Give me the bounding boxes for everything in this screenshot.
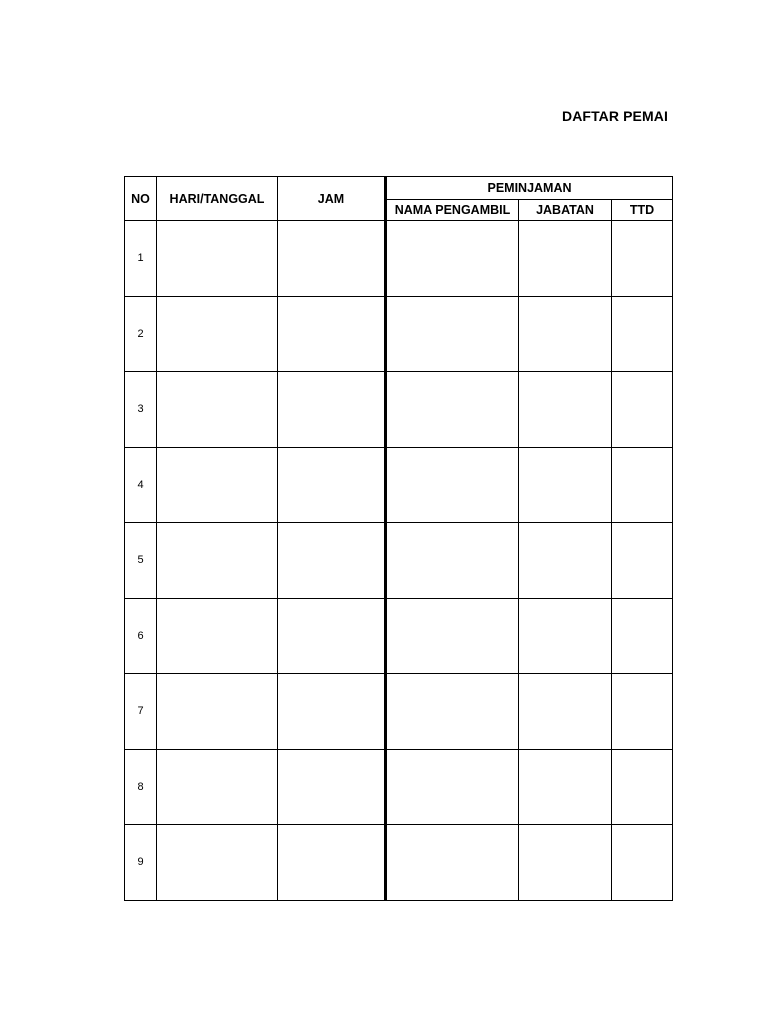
nama-cell[interactable] xyxy=(386,523,519,599)
day-cell[interactable] xyxy=(157,825,278,901)
header-jam: JAM xyxy=(278,177,386,221)
nama-cell[interactable] xyxy=(386,598,519,674)
jam-cell[interactable] xyxy=(278,523,386,599)
row-number: 2 xyxy=(125,296,157,372)
table-row xyxy=(125,523,673,599)
header-ttd: TTD xyxy=(612,200,673,221)
row-number: 8 xyxy=(125,749,157,825)
jabatan-cell[interactable] xyxy=(519,296,612,372)
jabatan-cell[interactable] xyxy=(519,221,612,297)
borrowing-log-table xyxy=(124,176,673,901)
header-nama-pengambil: NAMA PENGAMBIL xyxy=(386,200,519,221)
ttd-cell[interactable] xyxy=(612,447,673,523)
header-no: NO xyxy=(125,177,157,221)
row-number: 3 xyxy=(125,372,157,448)
jabatan-cell[interactable] xyxy=(519,372,612,448)
header-jabatan: JABATAN xyxy=(519,200,612,221)
table-row xyxy=(125,825,673,901)
ttd-cell[interactable] xyxy=(612,749,673,825)
jam-cell[interactable] xyxy=(278,372,386,448)
nama-cell[interactable] xyxy=(386,749,519,825)
ttd-cell[interactable] xyxy=(612,296,673,372)
jabatan-cell[interactable] xyxy=(519,598,612,674)
ttd-cell[interactable] xyxy=(612,674,673,750)
nama-cell[interactable] xyxy=(386,296,519,372)
ttd-cell[interactable] xyxy=(612,598,673,674)
jabatan-cell[interactable] xyxy=(519,749,612,825)
table-row xyxy=(125,447,673,523)
day-cell[interactable] xyxy=(157,447,278,523)
row-number: 6 xyxy=(125,598,157,674)
table-row xyxy=(125,674,673,750)
ttd-cell[interactable] xyxy=(612,221,673,297)
ttd-cell[interactable] xyxy=(612,523,673,599)
day-cell[interactable] xyxy=(157,221,278,297)
document-title: DAFTAR PEMAI xyxy=(562,108,668,124)
jam-cell[interactable] xyxy=(278,674,386,750)
day-cell[interactable] xyxy=(157,598,278,674)
row-number: 7 xyxy=(125,674,157,750)
jam-cell[interactable] xyxy=(278,447,386,523)
jam-cell[interactable] xyxy=(278,296,386,372)
ttd-cell[interactable] xyxy=(612,372,673,448)
table-row xyxy=(125,749,673,825)
nama-cell[interactable] xyxy=(386,674,519,750)
nama-cell[interactable] xyxy=(386,447,519,523)
day-cell[interactable] xyxy=(157,296,278,372)
day-cell[interactable] xyxy=(157,674,278,750)
jam-cell[interactable] xyxy=(278,598,386,674)
jabatan-cell[interactable] xyxy=(519,825,612,901)
jam-cell[interactable] xyxy=(278,221,386,297)
table-row xyxy=(125,296,673,372)
row-number: 5 xyxy=(125,523,157,599)
jam-cell[interactable] xyxy=(278,749,386,825)
row-number: 4 xyxy=(125,447,157,523)
header-peminjaman: PEMINJAMAN xyxy=(386,177,673,200)
row-number: 9 xyxy=(125,825,157,901)
ttd-cell[interactable] xyxy=(612,825,673,901)
header-row-top xyxy=(125,177,673,200)
nama-cell[interactable] xyxy=(386,372,519,448)
table-row xyxy=(125,598,673,674)
nama-cell[interactable] xyxy=(386,825,519,901)
row-number: 1 xyxy=(125,221,157,297)
jabatan-cell[interactable] xyxy=(519,447,612,523)
jabatan-cell[interactable] xyxy=(519,674,612,750)
nama-cell[interactable] xyxy=(386,221,519,297)
jabatan-cell[interactable] xyxy=(519,523,612,599)
day-cell[interactable] xyxy=(157,749,278,825)
table-row xyxy=(125,372,673,448)
header-day: HARI/TANGGAL xyxy=(157,177,278,221)
table-row xyxy=(125,221,673,297)
day-cell[interactable] xyxy=(157,372,278,448)
jam-cell[interactable] xyxy=(278,825,386,901)
title-area xyxy=(540,106,672,128)
day-cell[interactable] xyxy=(157,523,278,599)
